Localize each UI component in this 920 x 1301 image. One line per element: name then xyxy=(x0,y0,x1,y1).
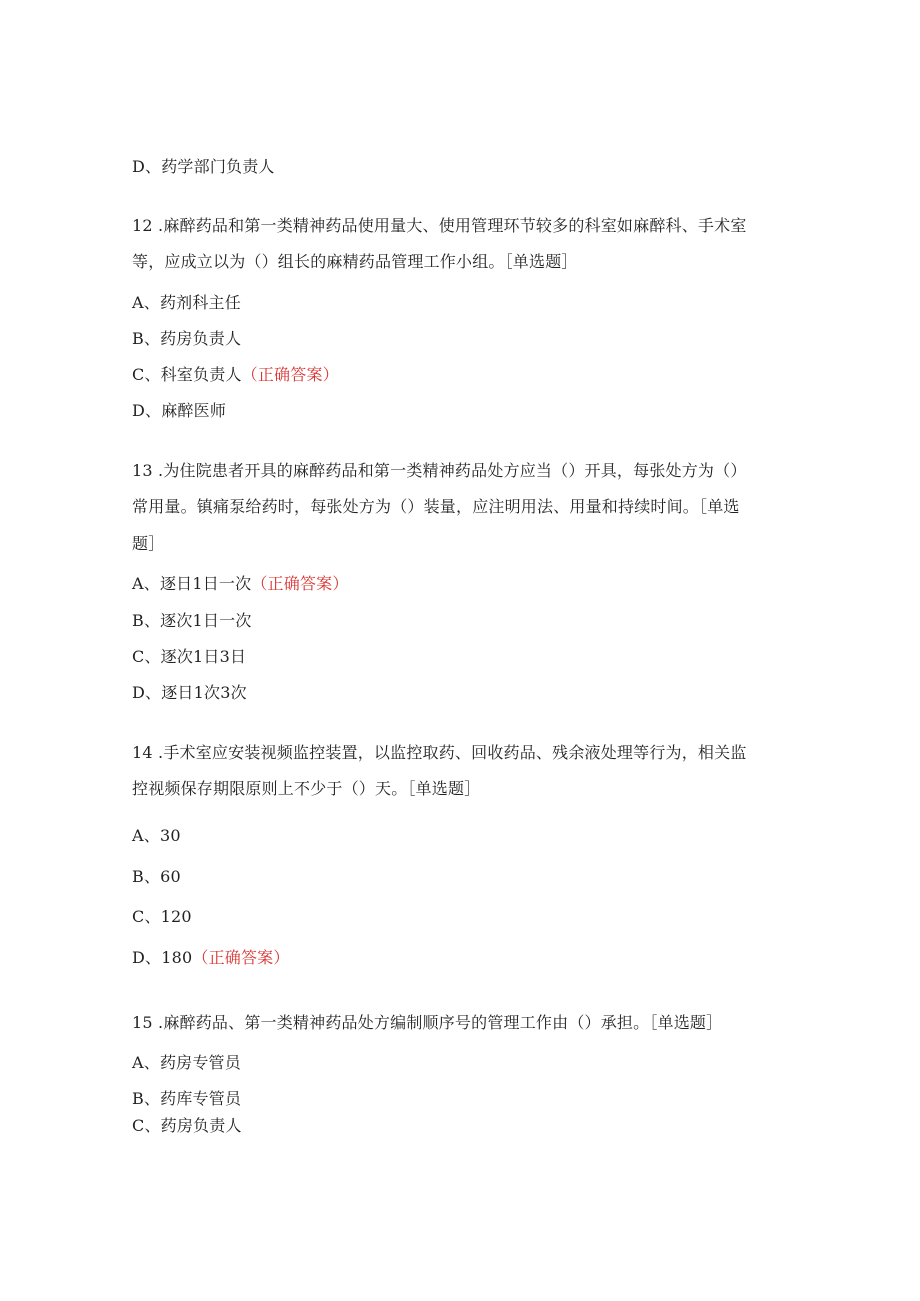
q12-option-d: D、麻醉医师 xyxy=(132,401,227,420)
option-text: C、科室负责人 xyxy=(132,365,242,384)
q14-stem-line-2: 控视频保存期限原则上不少于（）天。［单选题］ xyxy=(132,779,481,798)
q14-option-a: A、30 xyxy=(132,826,181,845)
q15-option-c: C、药房负责人 xyxy=(132,1116,242,1135)
q13-option-c: C、逐次1日3日 xyxy=(132,647,247,666)
q12-option-b: B、药房负责人 xyxy=(132,329,242,348)
q13-option-b: B、逐次1日一次 xyxy=(132,611,252,630)
q13-stem-line-3: 题］ xyxy=(132,534,165,553)
q14-option-b: B、60 xyxy=(132,867,181,886)
q12-stem-line-2: 等，应成立以为（）组长的麻精药品管理工作小组。［单选题］ xyxy=(132,252,578,271)
q13-option-a xyxy=(132,574,349,594)
q14-option-c: C、120 xyxy=(132,907,192,926)
q15-stem-line-1: 15 .麻醉药品、第一类精神药品处方编制顺序号的管理工作由（）承担。［单选题］ xyxy=(132,1013,723,1032)
q12-stem-line-1: 12 .麻醉药品和第一类精神药品使用量大、使用管理环节较多的科室如麻醉科、手术室 xyxy=(132,216,747,235)
q11-option-d: D、药学部门负责人 xyxy=(132,157,275,176)
q15-option-b: B、药库专管员 xyxy=(132,1089,242,1108)
q14-option-d xyxy=(132,948,290,968)
q13-stem-line-2: 常用量。镇痛泵给药时，每张处方为（）装量，应注明用法、用量和持续时间。［单选 xyxy=(132,497,740,516)
q15-option-a: A、药房专管员 xyxy=(132,1053,241,1072)
correct-answer-mark: （正确答案） xyxy=(192,948,290,967)
q12-option-a: A、药剂科主任 xyxy=(132,293,241,312)
q13-stem-line-1: 13 .为住院患者开具的麻醉药品和第一类精神药品处方应当（）开具，每张处方为（） xyxy=(132,461,747,480)
correct-answer-mark: （正确答案） xyxy=(241,365,339,384)
q13-option-d: D、逐日1次3次 xyxy=(132,683,247,702)
q12-option-c xyxy=(132,365,339,385)
option-text: D、180 xyxy=(132,948,193,967)
option-text: A、逐日1日一次 xyxy=(132,574,252,593)
correct-answer-mark: （正确答案） xyxy=(251,574,349,593)
q14-stem-line-1: 14 .手术室应安装视频监控装置，以监控取药、回收药品、残余液处理等行为，相关监 xyxy=(132,743,747,762)
